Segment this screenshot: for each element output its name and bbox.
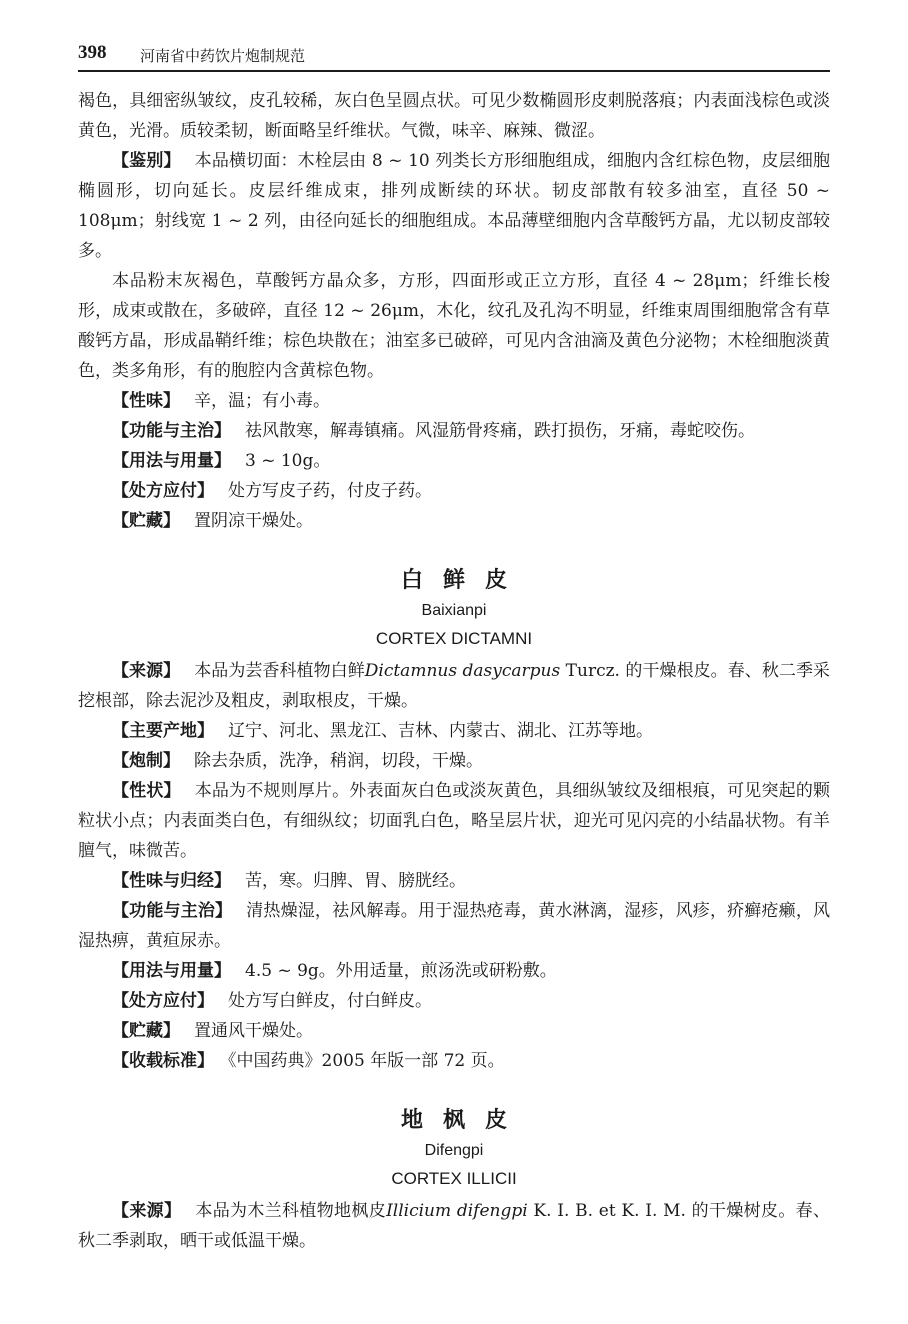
section-text: 祛风散寒，解毒镇痛。风湿筋骨疼痛，跌打损伤，牙痛，毒蛇咬伤。 — [245, 421, 755, 441]
entry-title: 地枫皮 — [400, 1108, 527, 1133]
page-number: 398 — [78, 42, 107, 63]
section-item — [78, 716, 830, 746]
section-label: 【功能与主治】 — [112, 901, 233, 921]
section-label: 【功能与主治】 — [112, 421, 231, 441]
section-label: 【主要产地】 — [112, 721, 214, 741]
section-text: 置阴凉干燥处。 — [194, 511, 313, 531]
section-item — [78, 956, 830, 986]
section-item — [78, 506, 830, 536]
powder-paragraph: 本品粉末灰褐色，草酸钙方晶众多，方形，四面形或正立方形，直径 4 ~ 28μm；纤维长梭形，成束或散在，多破碎，直径 12 ~ 26μm，木化，纹孔及孔沟不明显，纤维束周围细胞常含有草酸钙方晶，形成晶鞘纤维；棕色块散在；油室多已破碎，可见内含油滴及黄色分泌物；木栓细胞淡黄色，类多角形，有的胞腔内含黄棕色物。 — [78, 271, 830, 381]
section-text: 《中国药典》2005 年版一部 72 页。 — [228, 1051, 505, 1071]
section-text: 处方写白鲜皮，付白鲜皮。 — [228, 991, 432, 1011]
section-item — [78, 386, 830, 416]
section-label: 【收载标准】 — [112, 1051, 214, 1071]
section-label: 【性味】 — [112, 391, 180, 411]
section-label: 【处方应付】 — [112, 991, 214, 1011]
continued-paragraph: 褐色，具细密纵皱纹，皮孔较稀，灰白色呈圆点状。可见少数椭圆形皮刺脱落痕；内表面浅棕色或淡黄色，光滑。质较柔韧，断面略呈纤维状。气微，味辛、麻辣、微涩。 — [78, 91, 830, 141]
species-name: Illicium difengpi — [386, 1201, 528, 1221]
source-text-pre: 本品为芸香科植物白鲜 — [194, 661, 365, 681]
section-text: 本品横切面：木栓层由 8 ~ 10 列类长方形细胞组成，细胞内含红棕色物，皮层细胞椭圆形，切向延长。皮层纤维成束，排列成断续的环状。韧皮部散有较多油室，直径 50 ~ 108μm；射线宽 1 ~ 2 列，由径向延长的细胞组成。本品薄壁细胞内含草酸钙方晶，尤以韧皮部较多。 — [78, 151, 830, 261]
section-label: 【鉴别】 — [112, 151, 181, 171]
section-label: 【用法与用量】 — [112, 961, 231, 981]
page-header — [78, 42, 830, 72]
section-item — [78, 1016, 830, 1046]
section-item — [78, 416, 830, 446]
source-text-pre: 本品为木兰科植物地枫皮 — [195, 1201, 387, 1221]
section-text: 清热燥湿，祛风解毒。用于湿热疮毒，黄水淋漓，湿疹，风疹，疥癣疮癞，风湿热痹，黄疸尿赤。 — [78, 901, 831, 951]
section-text: 除去杂质，洗净，稍润，切段，干燥。 — [194, 751, 483, 771]
section-text: 辽宁、河北、黑龙江、吉林、内蒙古、湖北、江苏等地。 — [228, 721, 653, 741]
species-name: Dictamnus dasycarpus — [364, 661, 561, 681]
source-paragraph — [78, 656, 830, 716]
section-item — [78, 866, 830, 896]
section-label: 【来源】 — [112, 1201, 182, 1221]
entry-latin-name: CORTEX ILLICII — [391, 1169, 517, 1188]
identification-paragraph — [78, 146, 830, 266]
section-text: 苦，寒。归脾、胃、膀胱经。 — [245, 871, 466, 891]
section-text: 3 ~ 10g。 — [245, 451, 331, 471]
section-item — [78, 896, 830, 956]
page-body — [78, 86, 830, 1256]
section-label: 【性味与归经】 — [112, 871, 231, 891]
section-label: 【来源】 — [112, 661, 181, 681]
section-text: 辛，温；有小毒。 — [194, 391, 330, 411]
section-label: 【性状】 — [112, 781, 181, 801]
section-item — [78, 446, 830, 476]
section-label: 【贮藏】 — [112, 511, 180, 531]
section-item — [78, 476, 830, 506]
section-label: 【用法与用量】 — [112, 451, 231, 471]
section-label: 【处方应付】 — [112, 481, 214, 501]
running-title: 河南省中药饮片炮制规范 — [140, 47, 306, 65]
section-text: 本品为不规则厚片。外表面灰白色或淡灰黄色，具细纵皱纹及细根痕，可见突起的颗粒状小点；内表面类白色，有细纵纹；切面乳白色，略呈层片状，迎光可见闪亮的小结晶状物。有羊膻气，味微苦。 — [78, 781, 831, 861]
entry-pinyin: Baixianpi — [421, 602, 487, 619]
section-label: 【贮藏】 — [112, 1021, 180, 1041]
entry-pinyin: Difengpi — [424, 1142, 484, 1159]
section-text: 处方写皮子药，付皮子药。 — [228, 481, 432, 501]
entry-title: 白鲜皮 — [400, 568, 527, 593]
source-paragraph — [78, 1196, 830, 1256]
section-item — [78, 776, 830, 866]
section-item — [78, 746, 830, 776]
section-text: 4.5 ~ 9g。外用适量，煎汤洗或研粉敷。 — [245, 961, 557, 981]
source-text-post: K. I. B. et K. I. M. 的干燥树皮。春、秋二季剥取，晒干或低温干燥。 — [78, 1201, 831, 1251]
section-item — [78, 1046, 830, 1076]
source-text-post: Turcz. 的干燥根皮。春、秋二季采挖根部，除去泥沙及粗皮，剥取根皮，干燥。 — [78, 661, 831, 711]
section-item — [78, 986, 830, 1016]
entry-latin-name: CORTEX DICTAMNI — [375, 629, 533, 648]
section-text: 置通风干燥处。 — [194, 1021, 313, 1041]
section-label: 【炮制】 — [112, 751, 180, 771]
